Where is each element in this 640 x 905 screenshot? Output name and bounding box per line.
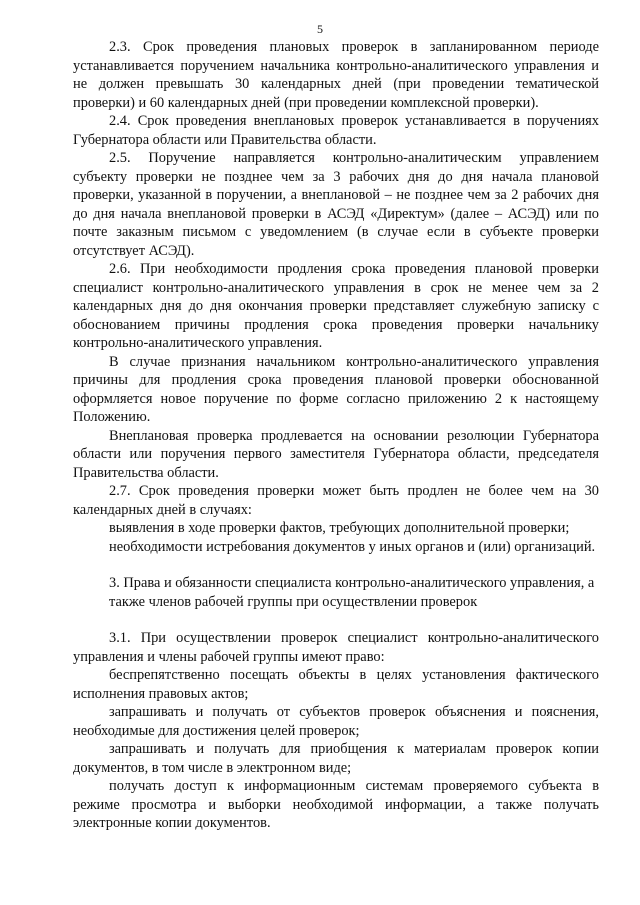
section-heading: 3. Права и обязанности специалиста контрольно-аналитического управления, а также членов рабочей группы при осуществлении проверок — [109, 575, 595, 610]
paragraph-right-visit: беспрепятственно посещать объекты в целях установления фактического исполнения правовых актов; — [73, 667, 599, 702]
spacer — [73, 556, 599, 574]
spacer — [73, 611, 599, 629]
document-body — [73, 38, 599, 833]
paragraph-case-documents: необходимости истребования документов у иных органов и (или) организаций. — [109, 538, 596, 555]
paragraph-3-1: 3.1. При осуществлении проверок специалист контрольно-аналитического управления и члены рабочей группы имеют право: — [73, 630, 599, 665]
paragraph-case-facts: выявления в ходе проверки фактов, требующих дополнительной проверки; — [109, 520, 570, 536]
paragraph-right-info-systems: получать доступ к информационным системам проверяемого субъекта в режиме просмотра и выборки необходимой информации, а также получать электронные копии документов. — [73, 778, 599, 831]
paragraph-2-5: 2.5. Поручение направляется контрольно-аналитическим управлением субъекту проверки не позднее чем за 3 рабочих дня до дня начала плановой проверки, указанной в поручении, а внеплановой – не позднее чем за 2 рабочих дня до дня начала внеплановой проверки в АСЭД «Директум» (далее – АСЭД) или по почте заказным письмом с уведомлением (в случае если в субъекте проверки отсутствует АСЭД). — [73, 150, 599, 259]
paragraph-2-3: 2.3. Срок проведения плановых проверок в запланированном периоде устанавливается поручением начальника контрольно-аналитического управления и не должен превышать 30 календарных дней (при проведении тематической проверки) и 60 календарных дней (при проведении комплексной проверки). — [73, 39, 599, 111]
page-number: 5 — [317, 22, 323, 36]
paragraph-unplanned-extension: Внеплановая проверка продлевается на основании резолюции Губернатора области или поручения первого заместителя Губернатора области, председателя Правительства области. — [73, 427, 599, 481]
paragraph-right-request-copies: запрашивать и получать для приобщения к материалам проверок копии документов, в том числе в электронном виде; — [73, 741, 599, 776]
paragraph-2-7: 2.7. Срок проведения проверки может быть продлен не более чем на 30 календарных дней в случаях: — [73, 483, 599, 518]
paragraph-extension-approval: В случае признания начальником контрольно-аналитического управления причины для продления срока проведения плановой проверки обоснованной оформляется новое поручение по форме согласно приложению 2 к настоящему Положению. — [73, 353, 599, 425]
paragraph-right-request-explanations: запрашивать и получать от субъектов проверок объяснения и пояснения, необходимые для достижения целей проверок; — [73, 704, 599, 739]
paragraph-2-4: 2.4. Срок проведения внеплановых проверок устанавливается в поручениях Губернатора области или Правительства области. — [73, 113, 599, 148]
paragraph-2-6: 2.6. При необходимости продления срока проведения плановой проверки специалист контрольно-аналитического управления в срок не менее чем за 2 календарных дня до дня окончания проверки представляет служебную записку с обоснованием причины продления срока проведения проверки начальнику контрольно-аналитического управления. — [73, 261, 599, 351]
